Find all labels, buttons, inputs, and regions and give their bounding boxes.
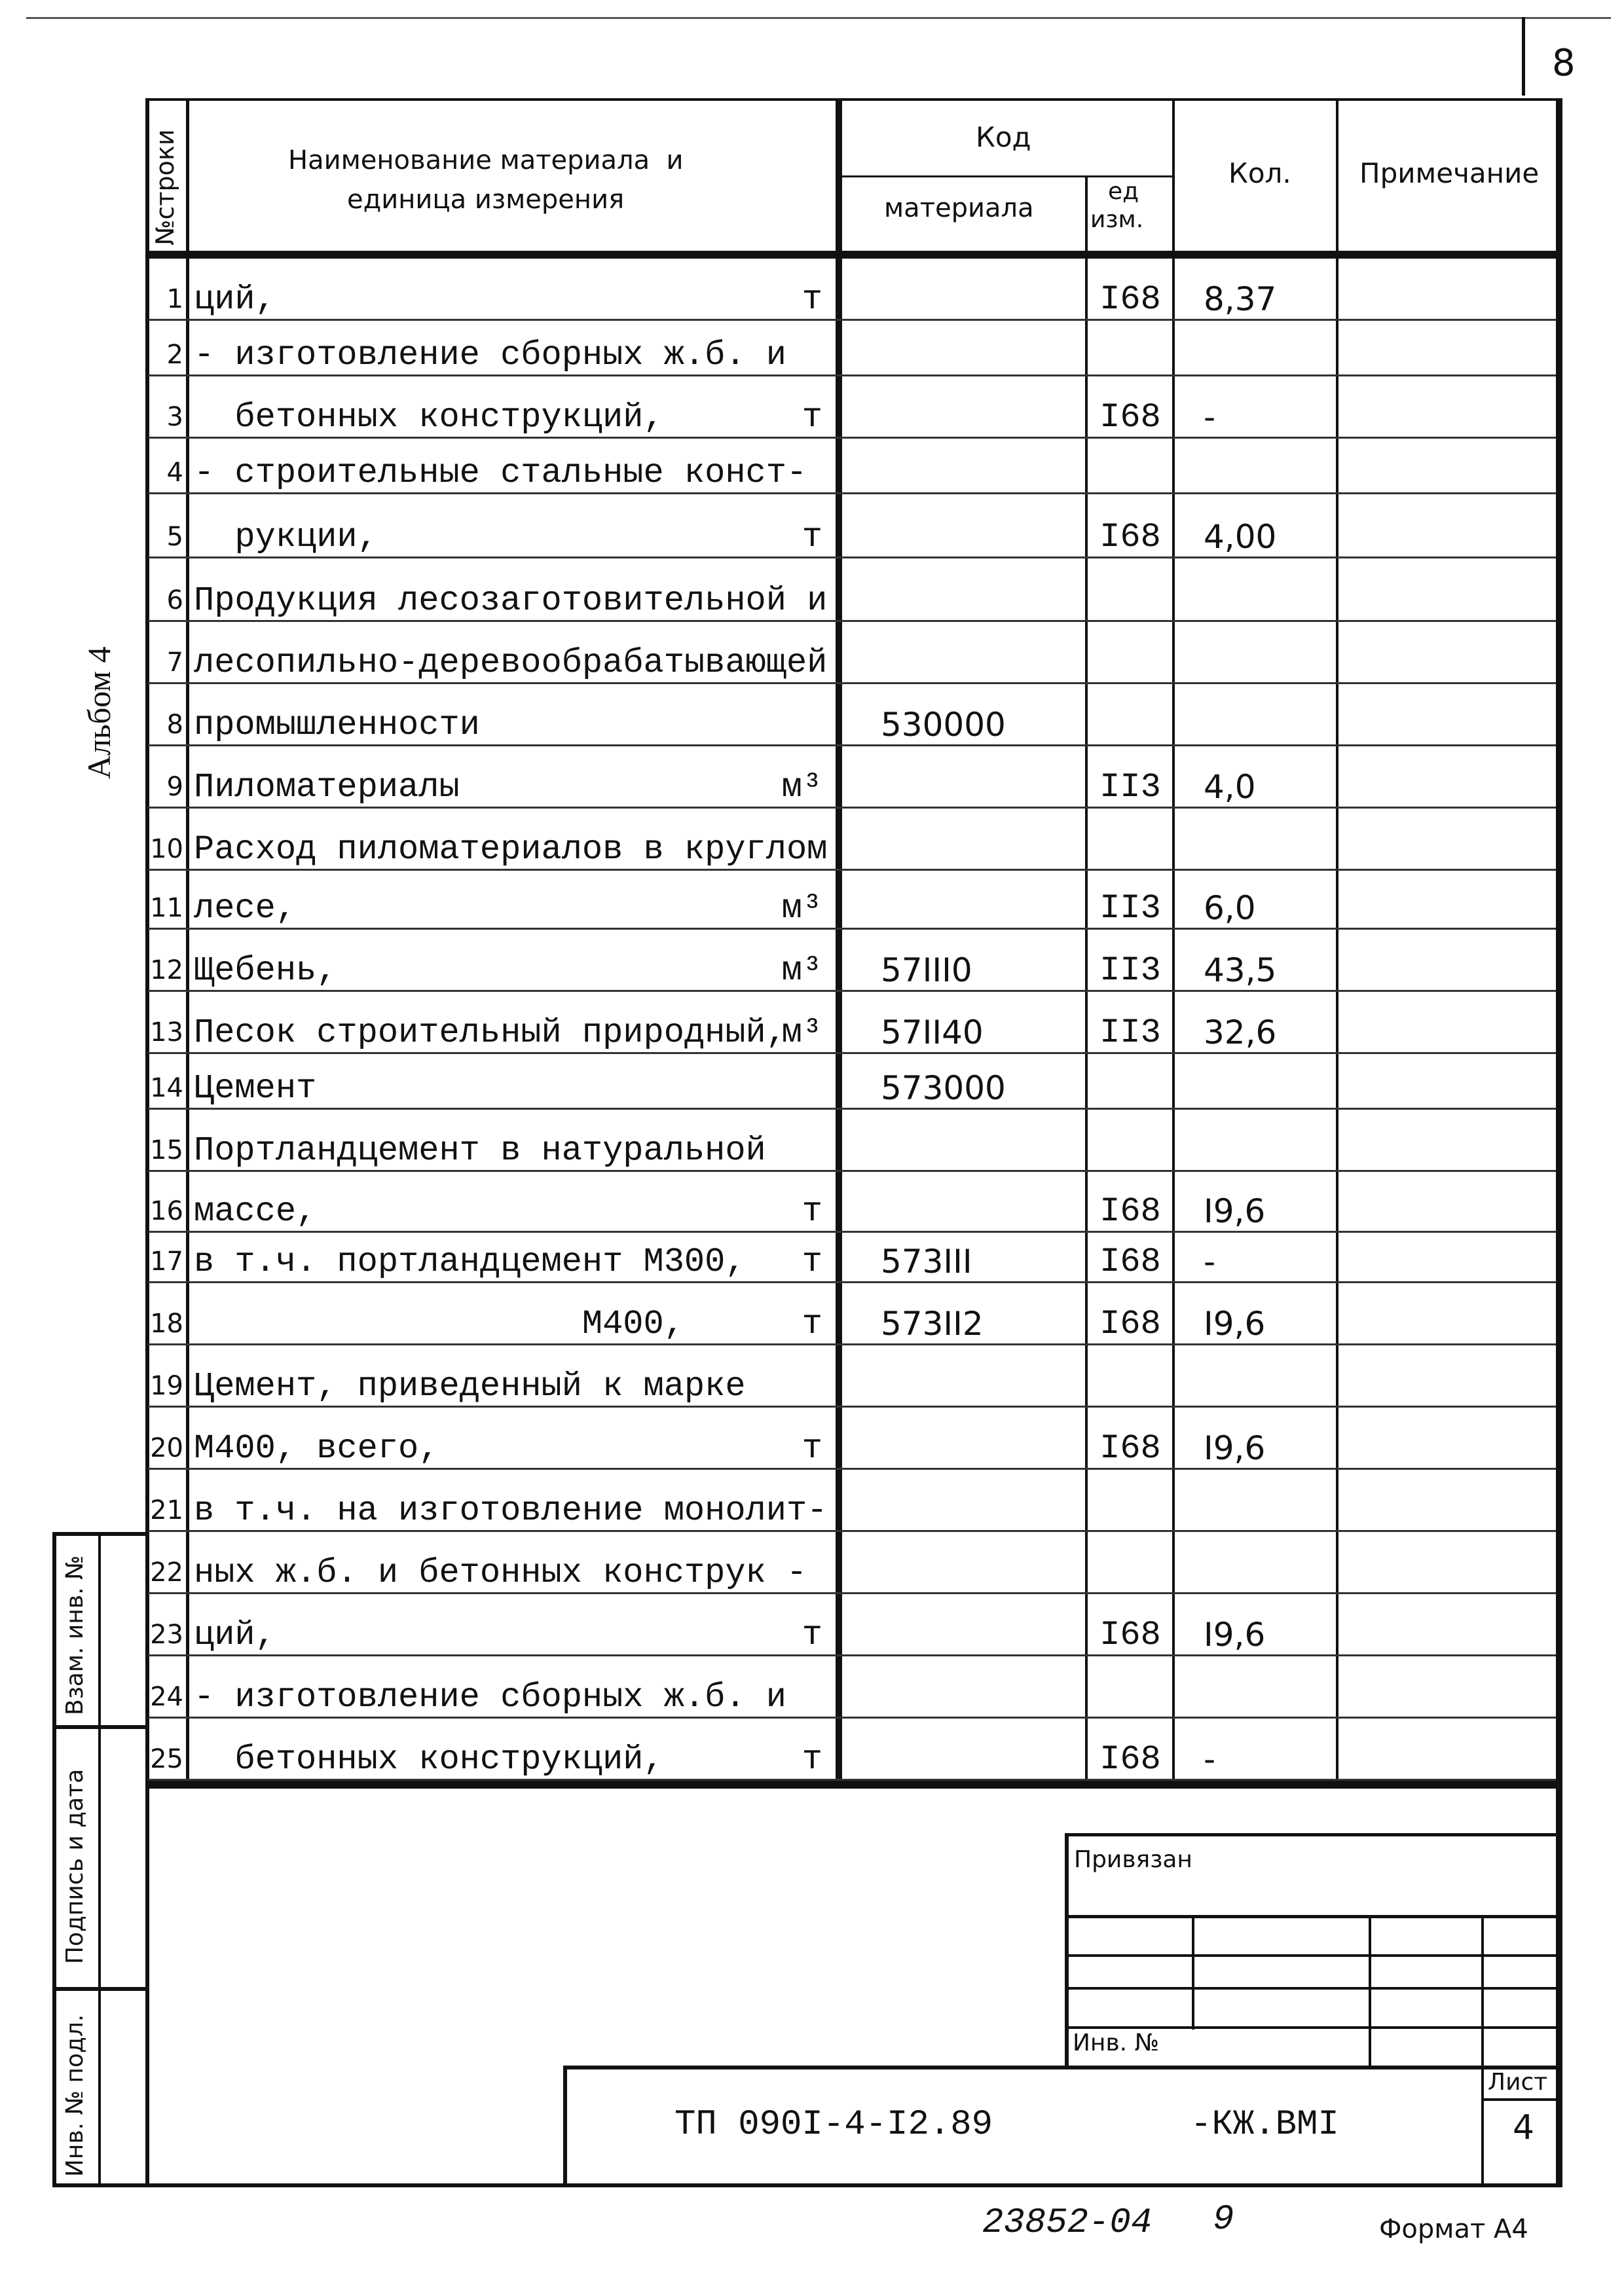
row-number: 2 bbox=[166, 340, 183, 370]
row-material-name: Щебень, bbox=[194, 951, 337, 990]
row-material-name: ных ж.б. и бетонных конструк - bbox=[194, 1554, 807, 1592]
row-unit: м³ bbox=[781, 889, 822, 928]
row-material-code: 573III bbox=[881, 1243, 972, 1281]
row-number: 8 bbox=[166, 710, 183, 740]
row-unit: т bbox=[802, 1616, 822, 1654]
row-unit-code: I68 bbox=[1099, 1429, 1161, 1468]
table-row bbox=[0, 1594, 1624, 1656]
table-row bbox=[0, 746, 1624, 809]
row-quantity: I9,6 bbox=[1204, 1429, 1266, 1467]
row-material-code: 57III0 bbox=[881, 951, 972, 989]
stamp-vzam-inv: Взам. инв. № bbox=[62, 1555, 88, 1715]
row-number: 4 bbox=[166, 458, 183, 488]
row-unit-code: I68 bbox=[1099, 398, 1161, 437]
row-number: 19 bbox=[150, 1371, 183, 1401]
row-number: 1 bbox=[166, 284, 183, 314]
row-number: 22 bbox=[150, 1558, 183, 1588]
row-unit-code: II3 bbox=[1099, 889, 1161, 928]
title-left-border bbox=[1065, 1833, 1069, 2069]
table-row bbox=[0, 1656, 1624, 1719]
header-note: Примечание bbox=[1359, 157, 1540, 189]
row-unit-code: I68 bbox=[1099, 518, 1161, 556]
header-code-unit-2: изм. bbox=[1090, 206, 1144, 233]
format-label: Формат А4 bbox=[1379, 2214, 1528, 2244]
row-material-name: Песок строительный природный, bbox=[194, 1013, 786, 1052]
page-number-divider bbox=[1522, 17, 1525, 96]
row-unit-code: I68 bbox=[1099, 280, 1161, 319]
album-label: Альбом 4 bbox=[81, 646, 117, 779]
stamp-line-2 bbox=[52, 1987, 149, 1991]
row-material-name: бетонных конструкций, bbox=[194, 398, 664, 437]
stamp-outer-left bbox=[52, 1532, 56, 2187]
table-row bbox=[0, 992, 1624, 1054]
row-unit-code: I68 bbox=[1099, 1740, 1161, 1779]
row-unit: т bbox=[802, 1192, 822, 1231]
row-number: 24 bbox=[150, 1682, 183, 1712]
header-qty: Кол. bbox=[1228, 157, 1291, 189]
row-material-name: промышленности bbox=[194, 706, 480, 744]
row-unit: т bbox=[802, 1243, 822, 1281]
row-material-name: лесопильно-деревообрабатывающей bbox=[194, 644, 828, 682]
stamp-inner-divider bbox=[98, 1532, 101, 2187]
table-row bbox=[0, 1345, 1624, 1408]
stamp-inv-podl: Инв. № подл. bbox=[62, 2014, 88, 2177]
row-number: 16 bbox=[150, 1196, 183, 1226]
table-row bbox=[0, 1283, 1624, 1345]
row-material-name: ций, bbox=[194, 1616, 276, 1654]
top-border bbox=[26, 17, 1611, 19]
row-quantity: 32,6 bbox=[1204, 1013, 1277, 1051]
row-divider bbox=[148, 1779, 1556, 1781]
header-bottom-line bbox=[145, 251, 1562, 259]
row-number: 10 bbox=[150, 834, 183, 864]
header-code: Код bbox=[976, 121, 1031, 153]
handwritten-digit: 9 bbox=[1213, 2200, 1234, 2240]
title-line-2 bbox=[1065, 1954, 1562, 1957]
row-number: 14 bbox=[150, 1073, 183, 1103]
row-number: 5 bbox=[166, 522, 183, 552]
row-material-name: бетонных конструкций, bbox=[194, 1740, 664, 1779]
row-unit: т bbox=[802, 1740, 822, 1779]
row-quantity: I9,6 bbox=[1204, 1616, 1266, 1654]
title-top-line bbox=[1065, 1833, 1562, 1836]
header-name-line2: единица измерения bbox=[347, 185, 625, 215]
row-quantity: - bbox=[1204, 1740, 1216, 1778]
row-quantity: 43,5 bbox=[1204, 951, 1277, 989]
row-material-name: в т.ч. портландцемент М300, bbox=[194, 1243, 746, 1281]
row-material-name: - строительные стальные конст- bbox=[194, 454, 807, 492]
title-line-3 bbox=[1065, 1987, 1562, 1990]
row-quantity: - bbox=[1204, 398, 1216, 436]
handwritten-number: 23852-04 bbox=[982, 2203, 1153, 2243]
table-row bbox=[0, 1110, 1624, 1172]
row-unit: т bbox=[802, 398, 822, 437]
table-row bbox=[0, 376, 1624, 439]
title-line-4 bbox=[1065, 2026, 1562, 2029]
code-subheader-line bbox=[836, 175, 1175, 177]
row-material-name: Портландцемент в натуральной bbox=[194, 1131, 766, 1170]
sheet-label: Лист bbox=[1488, 2069, 1548, 2096]
row-material-name: ций, bbox=[194, 280, 276, 319]
table-row bbox=[0, 930, 1624, 992]
row-number: 9 bbox=[166, 772, 183, 802]
row-material-code: 530000 bbox=[881, 706, 1006, 744]
designation-left-border bbox=[563, 2066, 567, 2187]
table-row bbox=[0, 1470, 1624, 1532]
table-row bbox=[0, 809, 1624, 871]
row-unit: т bbox=[802, 1429, 822, 1468]
row-number: 7 bbox=[166, 647, 183, 678]
row-material-code: 573000 bbox=[881, 1069, 1006, 1107]
table-row bbox=[0, 871, 1624, 930]
row-unit-code: I68 bbox=[1099, 1192, 1161, 1231]
header-row-number: №строки bbox=[151, 129, 179, 246]
row-number: 12 bbox=[150, 955, 183, 985]
row-number: 18 bbox=[150, 1309, 183, 1339]
title-privyazan: Привязан bbox=[1074, 1846, 1192, 1873]
table-row bbox=[0, 259, 1624, 321]
row-number: 25 bbox=[150, 1744, 183, 1774]
row-number: 11 bbox=[150, 893, 183, 923]
stamp-line-1 bbox=[52, 1725, 149, 1729]
row-number: 3 bbox=[166, 402, 183, 432]
table-row bbox=[0, 1054, 1624, 1110]
row-quantity: 4,00 bbox=[1204, 518, 1277, 556]
title-line-1 bbox=[1065, 1915, 1562, 1918]
header-name-line1: Наименование материала и bbox=[288, 145, 684, 175]
row-material-name: Расход пиломатериалов в круглом bbox=[194, 830, 828, 869]
row-unit: т bbox=[802, 518, 822, 556]
title-inv-no: Инв. № bbox=[1073, 2030, 1160, 2056]
table-row bbox=[0, 684, 1624, 746]
row-number: 6 bbox=[166, 585, 183, 615]
row-material-name: Цемент bbox=[194, 1069, 317, 1108]
row-material-code: 573II2 bbox=[881, 1305, 984, 1343]
row-quantity: 4,0 bbox=[1204, 768, 1256, 806]
row-material-name: массе, bbox=[194, 1192, 317, 1231]
designation-top-line bbox=[563, 2066, 1562, 2069]
row-material-name: рукции, bbox=[194, 518, 378, 556]
title-col-2 bbox=[1369, 1915, 1371, 2069]
page-number: 8 bbox=[1552, 42, 1576, 84]
row-unit-code: I68 bbox=[1099, 1616, 1161, 1654]
row-quantity: 8,37 bbox=[1204, 280, 1277, 318]
row-material-name: М400, всего, bbox=[194, 1429, 439, 1468]
header-code-material: материала bbox=[884, 193, 1034, 223]
row-unit-code: I68 bbox=[1099, 1243, 1161, 1281]
title-col-1 bbox=[1192, 1915, 1194, 2030]
row-unit: м³ bbox=[781, 951, 822, 990]
row-number: 17 bbox=[150, 1247, 183, 1277]
doc-suffix: -КЖ.ВМI bbox=[1190, 2105, 1339, 2145]
row-material-name: Цемент, приведенный к марке bbox=[194, 1367, 746, 1406]
row-number: 23 bbox=[150, 1620, 183, 1650]
table-row bbox=[0, 1719, 1624, 1781]
row-material-name: лесе, bbox=[194, 889, 297, 928]
row-unit: т bbox=[802, 1305, 822, 1343]
table-row bbox=[0, 439, 1624, 494]
row-quantity: I9,6 bbox=[1204, 1192, 1266, 1230]
doc-code: ТП 090I-4-I2.89 bbox=[674, 2105, 993, 2145]
table-row bbox=[0, 1408, 1624, 1470]
row-number: 21 bbox=[150, 1495, 183, 1525]
row-number: 13 bbox=[150, 1017, 183, 1048]
row-unit: т bbox=[802, 280, 822, 319]
table-row bbox=[0, 622, 1624, 684]
table-bottom-line bbox=[145, 1781, 1562, 1789]
header-code-unit-1: ед bbox=[1108, 178, 1139, 205]
stamp-top-line bbox=[52, 1532, 149, 1536]
row-material-name: М400, bbox=[194, 1305, 684, 1343]
row-quantity: 6,0 bbox=[1204, 889, 1256, 927]
row-material-name: - изготовление сборных ж.б. и bbox=[194, 336, 786, 374]
row-quantity: I9,6 bbox=[1204, 1305, 1266, 1343]
row-material-code: 57II40 bbox=[881, 1013, 984, 1051]
row-material-name: Продукция лесозаготовительной и bbox=[194, 581, 828, 620]
table-row bbox=[0, 1233, 1624, 1283]
stamp-podpis-data: Подпись и дата bbox=[62, 1768, 88, 1964]
sheet-number: 4 bbox=[1513, 2108, 1535, 2147]
sheet-cell-border bbox=[1481, 2066, 1484, 2187]
row-quantity: - bbox=[1204, 1243, 1216, 1281]
row-unit-code: I68 bbox=[1099, 1305, 1161, 1343]
row-number: 20 bbox=[150, 1433, 183, 1463]
row-unit-code: II3 bbox=[1099, 1013, 1161, 1052]
row-unit-code: II3 bbox=[1099, 951, 1161, 990]
sheet-label-line bbox=[1481, 2098, 1562, 2101]
row-material-name: Пиломатериалы bbox=[194, 768, 460, 807]
row-material-name: - изготовление сборных ж.б. и bbox=[194, 1678, 786, 1717]
table-row bbox=[0, 1532, 1624, 1594]
row-unit-code: II3 bbox=[1099, 768, 1161, 807]
table-row bbox=[0, 558, 1624, 622]
row-material-name: в т.ч. на изготовление монолит- bbox=[194, 1491, 828, 1530]
table-row bbox=[0, 494, 1624, 558]
header-top-line bbox=[145, 98, 1562, 101]
table-row bbox=[0, 321, 1624, 376]
table-row bbox=[0, 1172, 1624, 1233]
page-bottom-line bbox=[52, 2183, 1562, 2187]
row-unit: м³ bbox=[781, 768, 822, 807]
row-number: 15 bbox=[150, 1135, 183, 1165]
row-unit: м³ bbox=[781, 1013, 822, 1052]
title-col-3 bbox=[1481, 1915, 1484, 2069]
